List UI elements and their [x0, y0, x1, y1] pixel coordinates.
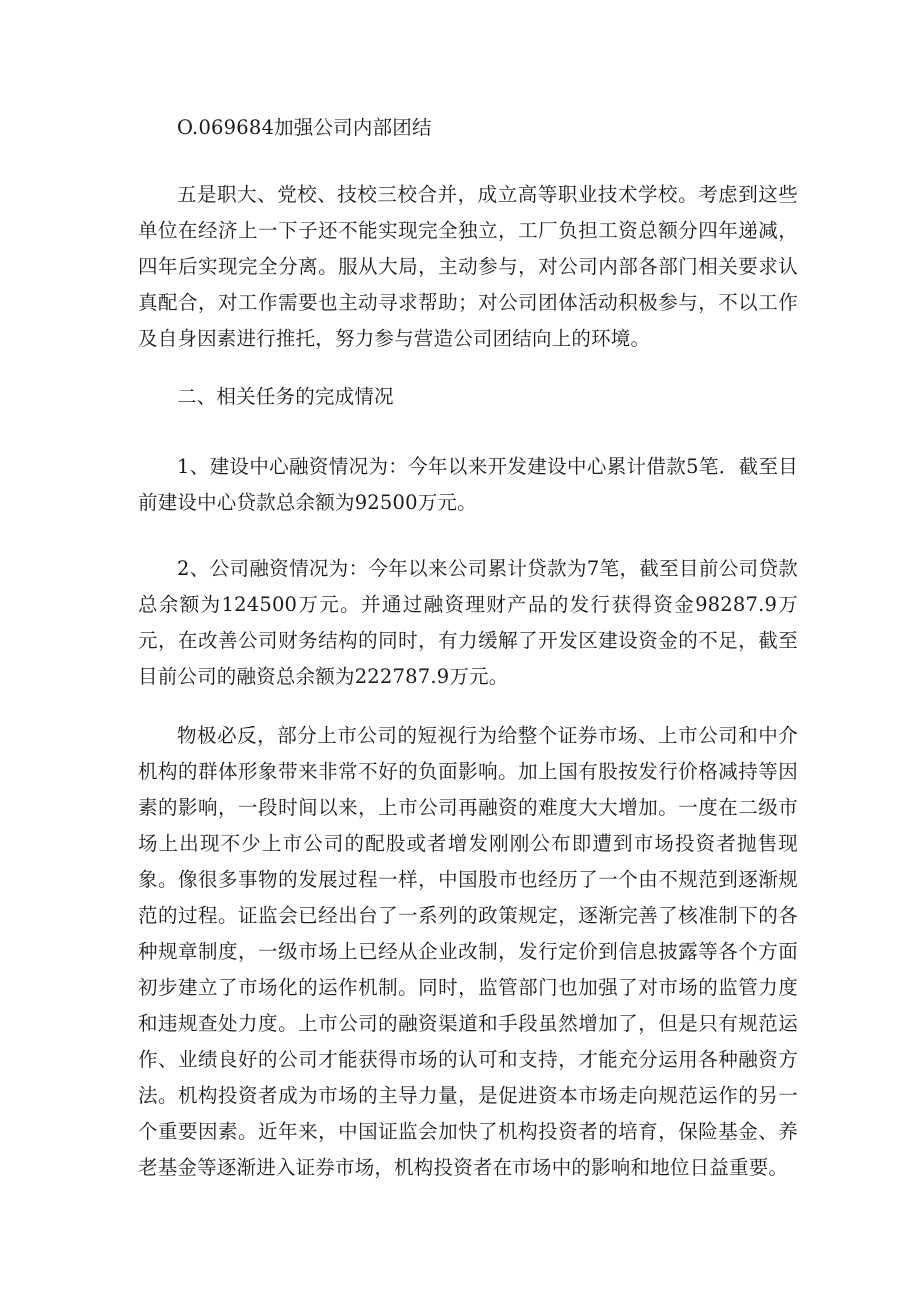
- task-item-construction-financing: 1、建设中心融资情况为：今年以来开发建设中心累计借款5笔．截至目前建设中心贷款总余额为92500万元。: [138, 455, 798, 514]
- paragraph-market-analysis: 物极必反，部分上市公司的短视行为给整个证券市场、上市公司和中介机构的群体形象带来非常不好的负面影响。加上国有股按发行价格减持等因素的影响，一段时间以来，上市公司再融资的难度大大增加。一度在二级市场上出现不少上市公司的配股或者增发刚刚公布即遭到市场投资者抛售现象。像很多事物的发展过程一样，中国股市也经历了一个由不规范到逐渐规范的过程。证监会已经出台了一系列的政策规定，逐渐完善了核准制下的各种规章制度，一级市场上已经从企业改制，发行定价到信息披露等各个方面初步建立了市场化的运作机制。同时，监管部门也加强了对市场的监管力度和违规查处力度。上市公司的融资渠道和手段虽然增加了，但是只有规范运作、业绩良好的公司才能获得市场的认可和支持，才能充分运用各种融资方法。机构投资者成为市场的主导力量，是促进资本市场走向规范运作的另一个重要因素。近年来，中国证监会加快了机构投资者的培育，保险基金、养老基金等逐渐进入证券市场，机构投资者在市场中的影响和地位日益重要。: [138, 724, 798, 1179]
- task-item-company-financing: 2、公司融资情况为：今年以来公司累计贷款为7笔，截至目前公司贷款总余额为124500万元。并通过融资理财产品的发行获得资金98287.9万元，在改善公司财务结构的同时，有力缓解了开发区建设资金的不足，截至目前公司的融资总余额为222787.9万元。: [138, 557, 798, 688]
- paragraph-merger: 五是职大、党校、技校三校合并，成立高等职业技术学校。考虑到这些单位在经济上一下子还不能实现完全独立，工厂负担工资总额分四年递减，四年后实现完全分离。服从大局，主动参与，对公司内部各部门相关要求认真配合，对工作需要也主动寻求帮助；对公司团体活动积极参与，不以工作及自身因素进行推托，努力参与营造公司团结向上的环境。: [138, 183, 798, 350]
- document-heading: O.069684加强公司内部团结: [177, 116, 432, 139]
- section-title: 二、相关任务的完成情况: [177, 385, 394, 408]
